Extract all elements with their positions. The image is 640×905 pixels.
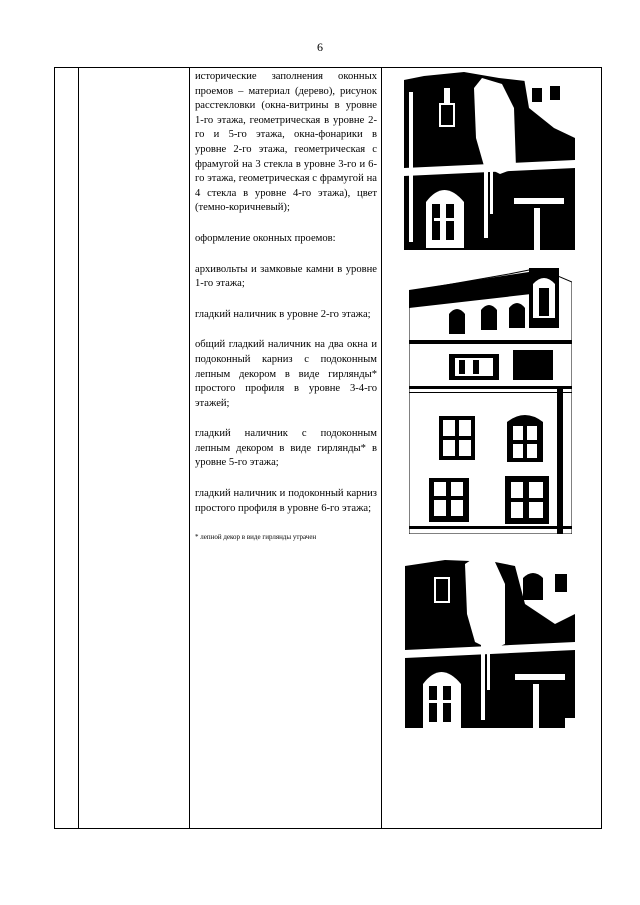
description-paragraph: оформление оконных проемов: xyxy=(195,232,336,244)
footnote: * лепной декор в виде гирлянды утрачен xyxy=(195,533,317,542)
column-divider-1 xyxy=(78,68,79,828)
facade-photo-3 xyxy=(405,554,575,728)
description-paragraph: общий гладкий наличник на два окна и подоконный карниз с подоконным лепным декором в виде гирлянды* простого профиля в уровне 3-4-го этажей; xyxy=(195,339,377,409)
description-cell xyxy=(195,70,377,558)
description-paragraph: гладкий наличник и подоконный карниз простого профиля в уровне 6-го этажа; xyxy=(195,488,377,514)
description-paragraph: исторические заполнения оконных проемов – материал (дерево), рисунок расстекловки (окна-витрины в уровне 1-го этажа, геометрическая в уровне 2-го и 5-го этажа, окна-фонарики в уровне 2-го этажа, геометрическая с фрамугой на 3 стекла в уровне 3-го и 6-го этажа, геометрическая с фрамугой на 4 стекла в уровне 4-го этажа), цвет (темно-коричневый); xyxy=(195,71,377,214)
monument-table xyxy=(54,67,602,829)
description-paragraph: гладкий наличник с подоконным лепным декором в виде гирлянды* в уровне 5-го этажа; xyxy=(195,428,377,469)
description-paragraph: архивольты и замковые камни в уровне 1-го этажа; xyxy=(195,263,377,290)
description-paragraph: гладкий наличник в уровне 2-го этажа; xyxy=(195,308,371,320)
column-divider-3 xyxy=(381,68,382,828)
column-divider-2 xyxy=(189,68,190,828)
facade-photo-1 xyxy=(404,68,575,250)
facade-photo-2 xyxy=(409,268,572,534)
page-number: 6 xyxy=(317,40,323,54)
